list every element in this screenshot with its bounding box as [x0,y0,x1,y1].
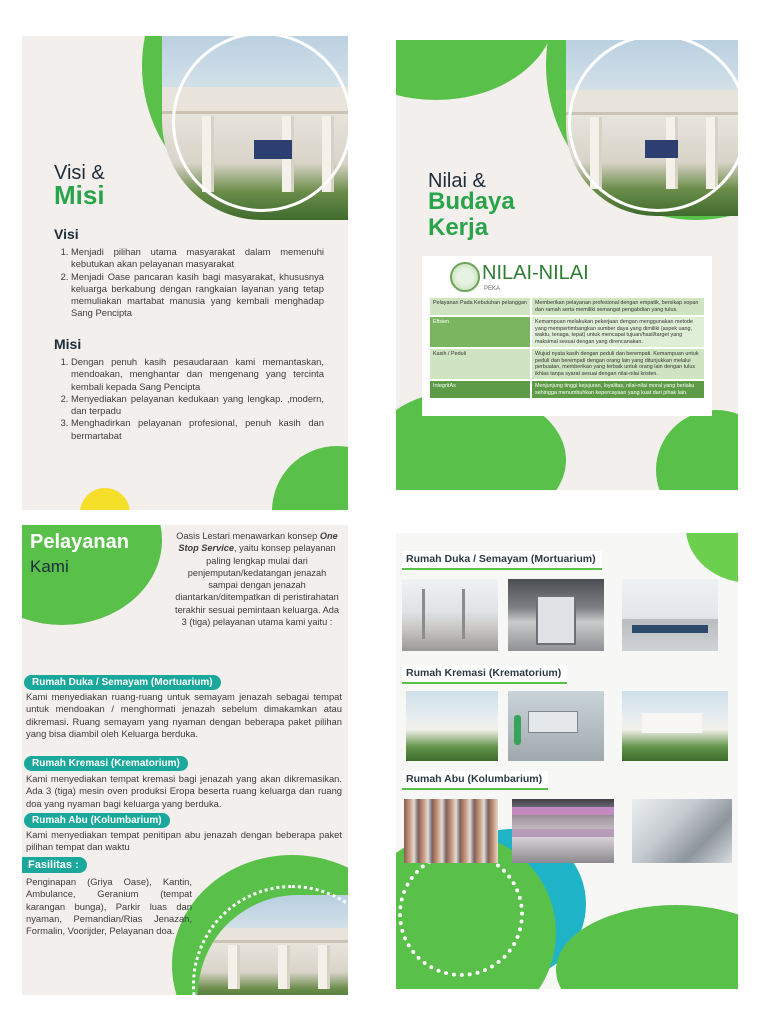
krematorium-photo-1 [406,691,498,761]
visi-item: 1. Menjadi pilihan utama masyarakat dalam memenuhi kebutukan akan pelayanan masyarakat [71,246,324,271]
title-misi: Misi [54,180,105,210]
kolumbarium-photo-1 [404,799,498,863]
visi-heading: Visi [54,226,79,242]
table-row: Kasih / Peduli Wujud nyata kasih dengan peduli dan berempati. Kemampuan untuk peduli dan berempati dengan orang lain yang ditunjukkan melalui perbuatan, memberikan yang terbaik untuk orang lain dengan tulus ikhlas tanpa syarat sesuai dengan nilai-nilai kristen. [430,349,704,379]
krematorium-photo-3 [622,691,728,761]
dotted-ring [398,851,524,977]
misi-heading: Misi [54,336,82,352]
visi-misi-panel [22,36,348,510]
visi-item: 2. Menjadi Oase pancaran kasih bagi masyarakat, khususnya keluarga berkabung dengan rangkaian layanan yang tetap memuliakan martabat manusia yang kembali menghadap Sang Pencipta [71,271,324,320]
service-title-kolumbarium: Rumah Abu (Kolumbarium) [24,813,170,828]
section-title-kolumbarium: Rumah Abu (Kolumbarium) [402,771,548,790]
table-row: Efisien Kemampuan melakukan pekerjaan dengan menggunakan metode yang mempertimbangkan sumber daya yang dimiliki (aspek uang, waktu, tenaga, tepat) untuk mencapai tujuan/hasil/target yang maksimal sesuai dengan yang direncanakan. [430,317,704,347]
title-pelayanan: Pelayanan [30,531,129,553]
title-kerja: Kerja [428,214,489,241]
green-blob-bottom-right [656,410,738,490]
kolumbarium-photo-3 [632,799,732,863]
intro-text: Oasis Lestari menawarkan konsep One Stop Service, yaitu konsep pelayanan paling lengkap mulai dari penjemputan/kedatangan jenazah sampai dengan jenazah diantarkan/ditempatkan di peristirahatan terakhir sesuai pemintaan keluarga. Ada 3 (tiga) pelayanan utama kami yaitu : [175,531,339,628]
nilai-title: NILAI-NILAI [482,262,589,284]
misi-item: 2. Menyediakan pelayanan kedukaan yang lengkap. ,modern, dan terpadu [71,393,324,418]
table-row: Pelayanan Pada Kebutuhan pelanggan Memberikan pelayanan profesional dengan empatik, bersikap sopan dan ramah serta memiliki semangat pengabdian yang tulus. [430,298,704,315]
title-budaya: Budaya [428,188,515,215]
service-text-kolumbarium: Kami menyediakan tempat penitipan abu jenazah dengan beberapa paket pilihan tempat dan waktu [26,829,342,853]
title-nilai: Nilai & [428,170,486,192]
nilai-table-card [422,256,712,416]
oasis-seal-logo [450,262,480,292]
yellow-blob-bottom [80,488,130,510]
fasilitas-title: Fasilitas : [22,857,87,873]
service-text-krematorium: Kami menyediakan tempat kremasi bagi jenazah yang akan dikremasikan. Ada 3 (tiga) mesin oven produksi Eropa beserta ruang keluarga dan ruang doa yang nyaman bagi keluarga yang berduka. [26,773,342,809]
service-text-mortuarium: Kami menyediakan ruang-ruang untuk semayam jenazah sebagai tempat untuk mendoakan / menghormati jenazah sebelum dimakamkan atau dikremasi. Ruang semayam yang nyaman dengan beberapa paket pilihan yang bisa diambil oleh Keluarga berduka. [26,691,342,739]
mortuarium-photo-1 [402,579,498,651]
krematorium-photo-2 [508,691,604,761]
table-row: IntegritAs Menjunjung tinggi kejujuran, loyalitas, nilai-nilai moral yang berlaku sehingga menumbuhkan kepercayaan yang kuat dari pihak lain. [430,381,704,398]
pelayanan-panel [22,525,348,995]
misi-item: 1. Dengan penuh kasih pesaudaraan kami memantaskan, mendoakan, menghantar dan mengenang yang tercinta kembali kepada Sang Pencipta [71,356,324,393]
gallery-panel [396,533,738,989]
kolumbarium-photo-2 [512,799,614,863]
service-title-mortuarium: Rumah Duka / Semayam (Mortuarium) [24,675,221,690]
white-ring [172,36,348,212]
nilai-budaya-panel [396,40,738,490]
green-arc-top-right [686,533,738,583]
fasilitas-text: Penginapan (Griya Oase), Kantin, Ambulance, Geranium (tempat karangan bunga), Parkir luas dan nyaman, Pemandian/Rias Jenazah, Formalin, Voorijder, Pelayanan doa. [26,876,192,937]
nilai-table [428,296,706,400]
mortuarium-photo-2 [508,579,604,651]
service-title-krematorium: Rumah Kremasi (Krematorium) [24,756,188,771]
misi-list [58,356,324,442]
misi-item: 3. Menghadirkan pelayanan profesional, penuh kasih dan bermartabat [71,417,324,442]
green-arc-top [396,40,556,100]
peka-subtitle: PEKA [484,286,501,292]
title-kami: Kami [30,557,69,576]
mortuarium-photo-3 [622,579,718,651]
section-title-mortuarium: Rumah Duka / Semayam (Mortuarium) [402,551,602,570]
visi-list [58,246,324,320]
title-visi: Visi & [54,162,105,184]
section-title-krematorium: Rumah Kremasi (Krematorium) [402,665,567,684]
green-blob-bottom [272,446,348,510]
